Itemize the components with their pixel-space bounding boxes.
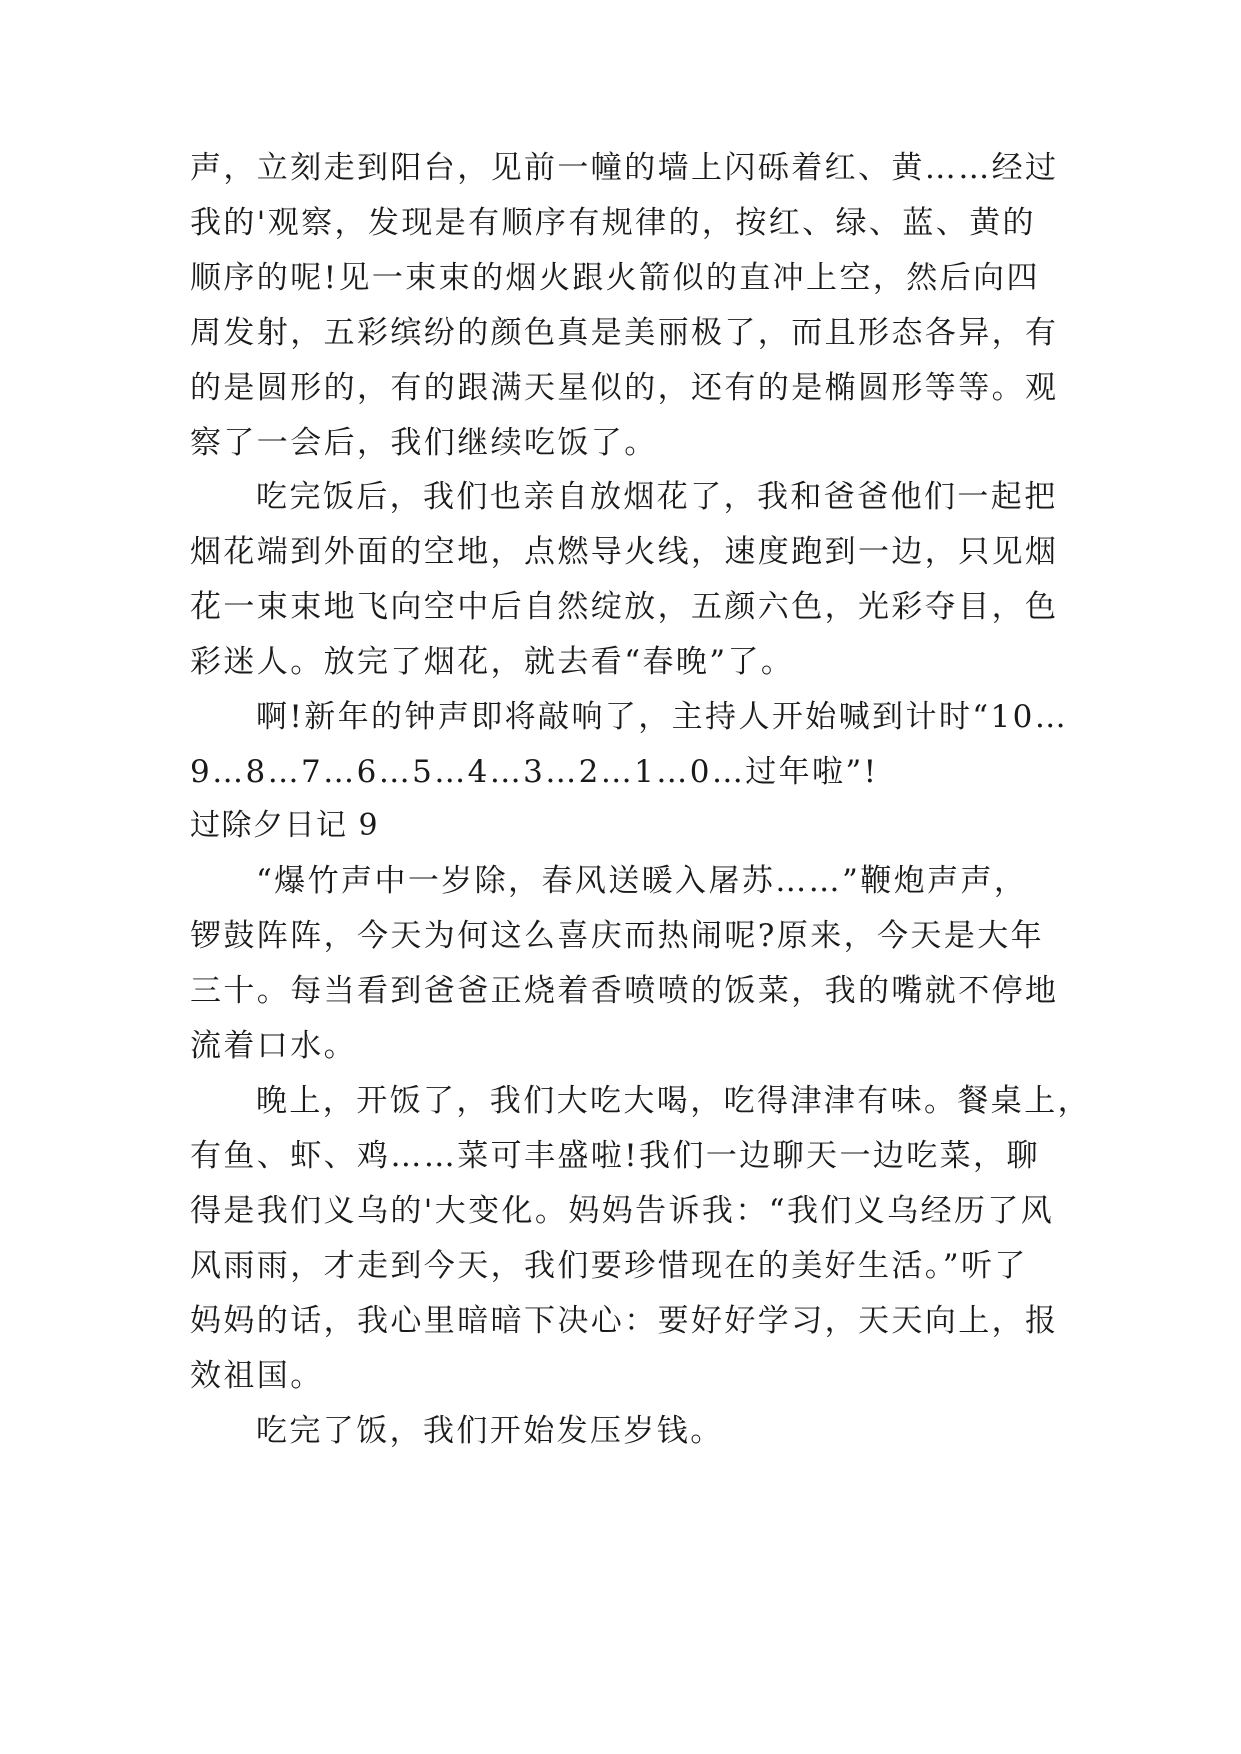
text-line: 吃完了饭，我们开始发压岁钱。 [256,1413,724,1449]
text-line: 得是我们义乌的'大变化。妈妈告诉我：“我们义乌经历了风 [190,1193,1055,1229]
text-line: 晚上，开饭了，我们大吃大喝，吃得津津有味。餐桌上， [256,1083,1091,1119]
text-line: 效祖国。 [190,1358,324,1394]
text-line: 烟花端到外面的空地，点燃导火线，速度跑到一边，只见烟 [190,534,1059,570]
text-line: 彩迷人。放完了烟花，就去看“春晚”了。 [190,644,795,680]
text-line: 花一束束地飞向空中后自然绽放，五颜六色，光彩夺目，色 [190,589,1059,625]
text-line: 顺序的呢!见一束束的烟火跟火箭似的直冲上空，然后向四 [190,260,1040,296]
text-line: 有鱼、虾、鸡……菜可丰盛啦!我们一边聊天一边吃菜，聊 [190,1138,1040,1174]
text-line: 风雨雨，才走到今天，我们要珍惜现在的美好生活。”听了 [190,1248,1028,1284]
text-line: 三十。每当看到爸爸正烧着香喷喷的饭菜，我的嘴就不停地 [190,973,1059,1009]
text-line: 吃完饭后，我们也亲自放烟花了，我和爸爸他们一起把 [256,479,1058,515]
text-line: 流着口水。 [190,1028,357,1064]
text-line: “爆竹声中一岁除，春风送暖入屠苏……”鞭炮声声， [256,863,1028,899]
text-line: 我的'观察，发现是有顺序有规律的，按红、绿、蓝、黄的 [190,205,1036,241]
text-line: 声，立刻走到阳台，见前一幢的墙上闪砾着红、黄……经过 [190,150,1059,186]
text-line: 9…8…7…6…5…4…3…2…1…0…过年啦”! [190,754,879,790]
text-line: 的是圆形的，有的跟满天星似的，还有的是椭圆形等等。观 [190,370,1059,406]
text-line: 啊!新年的钟声即将敲响了，主持人开始喊到计时“10… [256,699,1069,735]
text-line: 察了一会后，我们继续吃饭了。 [190,425,658,461]
text-line: 周发射，五彩缤纷的颜色真是美丽极了，而且形态各异，有 [190,315,1059,351]
section-heading: 过除夕日记 9 [190,808,380,843]
text-line: 妈妈的话，我心里暗暗下决心：要好好学习，天天向上，报 [190,1303,1059,1339]
text-line: 锣鼓阵阵，今天为何这么喜庆而热闹呢?原来，今天是大年 [190,918,1045,954]
